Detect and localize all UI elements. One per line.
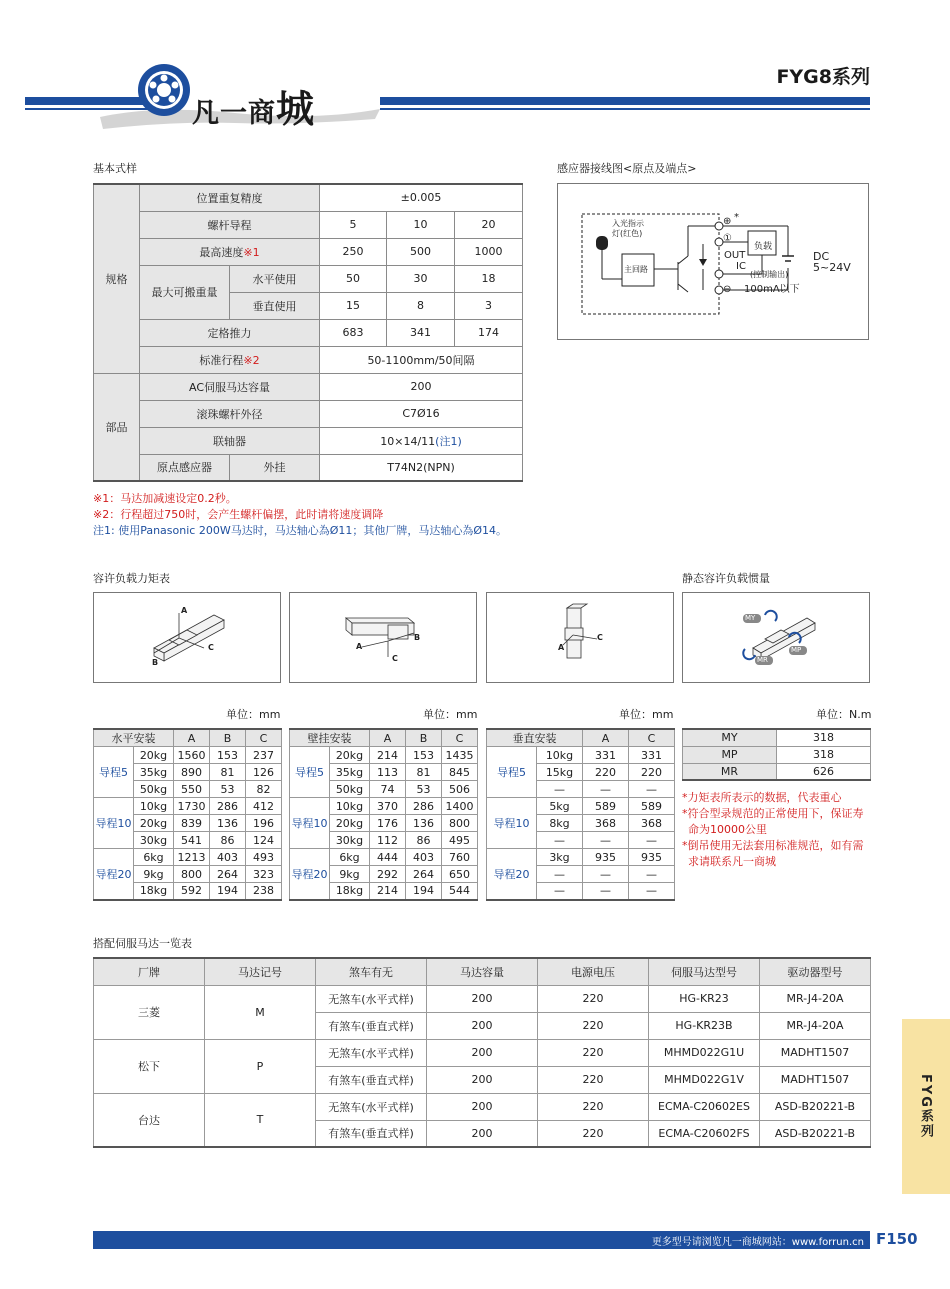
table-cell: 20kg (134, 815, 174, 832)
table-cell: 238 (246, 883, 282, 900)
side-tab-label: FYG系列 (918, 1074, 933, 1139)
table-cell: — (629, 781, 675, 798)
ball-screw-value: C7Ø16 (320, 400, 523, 427)
table-cell: 1730 (174, 798, 210, 815)
sensor-voltage: 5~24V (813, 261, 851, 274)
motor-cell: 200 (427, 1093, 538, 1120)
table-cell: 286 (406, 798, 442, 815)
axis-c-label: C (392, 654, 398, 663)
horizontal-mount-figure (93, 592, 281, 683)
max-speed-value: 1000 (455, 238, 523, 265)
max-speed-value: 500 (387, 238, 455, 265)
table-cell: — (537, 883, 583, 900)
sensor-diagram-title: 感应器接线图<原点及端点> (557, 162, 697, 175)
table-cell: 368 (629, 815, 675, 832)
header-line-right (380, 108, 870, 110)
screw-lead-value: 20 (455, 211, 523, 238)
screw-lead-label: 螺杆导程 (140, 211, 320, 238)
table-cell: 18kg (134, 883, 174, 900)
logo-bearing-icon (136, 62, 192, 118)
table-cell: 403 (210, 849, 246, 866)
lead-label: 导程10 (94, 798, 134, 849)
table-cell: 126 (246, 764, 282, 781)
table-cell: 81 (406, 764, 442, 781)
table-cell: 264 (210, 866, 246, 883)
motor-cell: 有煞车(垂直式样) (316, 1012, 427, 1039)
static-value: 626 (777, 763, 871, 780)
motor-cell: 200 (427, 1039, 538, 1066)
table-cell: 214 (370, 883, 406, 900)
motor-cell: 200 (427, 985, 538, 1012)
lead-label: 导程5 (487, 747, 537, 798)
table-cell: 9kg (330, 866, 370, 883)
table-cell: 5kg (537, 798, 583, 815)
sensor-light-label: 入光指示灯(红色) (612, 219, 644, 238)
motor-header: 驱动器型号 (760, 958, 871, 985)
table-cell: 1435 (442, 747, 478, 764)
table-cell: 50kg (134, 781, 174, 798)
unit-wall: 单位：mm (423, 708, 478, 721)
payload-horizontal-label: 水平使用 (230, 265, 320, 292)
table-cell: 592 (174, 883, 210, 900)
table-cell: 124 (246, 832, 282, 849)
motor-cell: 220 (538, 1066, 649, 1093)
sensor-out-label: OUT (724, 250, 746, 261)
origin-sensor-sub: 外挂 (230, 454, 320, 481)
repeat-accuracy-label: 位置重复精度 (140, 184, 320, 211)
table-cell: 30kg (134, 832, 174, 849)
motor-brand: 松下 (94, 1039, 205, 1093)
motor-header: 煞车有无 (316, 958, 427, 985)
motor-cell: ECMA-C20602ES (649, 1093, 760, 1120)
motor-cell: MR-J4-20A (760, 985, 871, 1012)
coupling-value: 10×14/11(注1) (320, 427, 523, 454)
label-mr: MR (757, 656, 768, 664)
table-header: 垂直安装 (487, 729, 583, 747)
table-cell: 3kg (537, 849, 583, 866)
table-cell: 50kg (330, 781, 370, 798)
footer-bar (93, 1231, 870, 1249)
table-cell: 153 (406, 747, 442, 764)
table-cell: — (537, 781, 583, 798)
origin-sensor-value: T74N2(NPN) (320, 454, 523, 481)
static-note-2: *符合型录规范的正常使用下，保证寿 (682, 807, 864, 820)
table-header: 壁挂安装 (290, 729, 370, 747)
motor-brand: 台达 (94, 1093, 205, 1147)
table-cell: — (537, 866, 583, 883)
logo-text: 凡一商城 (192, 87, 316, 131)
max-speed-label: 最高速度※1 (140, 238, 320, 265)
payload-vertical-label: 垂直使用 (230, 292, 320, 319)
origin-sensor-label: 原点感应器 (140, 454, 230, 481)
axis-c-label: C (208, 643, 214, 652)
static-load-title: 静态容许负载惯量 (682, 572, 770, 585)
static-note-4: *倒吊使用无法套用标准规范，如有需 (682, 839, 864, 852)
unit-vertical: 单位：mm (619, 708, 674, 721)
table-cell: 650 (442, 866, 478, 883)
motor-cell: 220 (538, 1012, 649, 1039)
table-cell: 82 (246, 781, 282, 798)
table-cell: 194 (406, 883, 442, 900)
motor-cell: MADHT1507 (760, 1039, 871, 1066)
table-header: 水平安装 (94, 729, 174, 747)
table-cell: — (537, 832, 583, 849)
table-cell: 890 (174, 764, 210, 781)
table-cell: 1213 (174, 849, 210, 866)
motor-cell: MHMD022G1V (649, 1066, 760, 1093)
motor-cell: 220 (538, 1093, 649, 1120)
motor-code: T (205, 1093, 316, 1147)
sensor-plus-terminal: ⊕ (723, 216, 732, 227)
table-cell: 935 (629, 849, 675, 866)
table-cell: 220 (583, 764, 629, 781)
axis-a-label: A (558, 643, 565, 652)
table-cell: 214 (370, 747, 406, 764)
motor-cell: HG-KR23B (649, 1012, 760, 1039)
payload-v-value: 15 (320, 292, 387, 319)
table-cell: — (629, 883, 675, 900)
static-label: MR (683, 763, 777, 780)
axis-a-label: A (181, 606, 188, 615)
axis-b-label: B (152, 658, 159, 667)
table-header: A (370, 729, 406, 747)
table-header: B (210, 729, 246, 747)
static-value: 318 (777, 729, 871, 746)
payload-v-value: 3 (455, 292, 523, 319)
table-cell: 331 (629, 747, 675, 764)
screw-lead-value: 5 (320, 211, 387, 238)
table-cell: 10kg (134, 798, 174, 815)
sensor-load-label: 负载 (754, 242, 773, 252)
table-cell: — (583, 866, 629, 883)
basic-spec-title: 基本式样 (93, 162, 137, 175)
table-cell: 412 (246, 798, 282, 815)
table-cell: 800 (174, 866, 210, 883)
table-cell: 589 (629, 798, 675, 815)
vertical-moment-table (486, 728, 675, 901)
static-value: 318 (777, 746, 871, 763)
table-cell: 220 (629, 764, 675, 781)
servo-capacity-value: 200 (320, 373, 523, 400)
vertical-actuator-drawing (487, 593, 673, 682)
vertical-mount-figure (486, 592, 674, 683)
static-note-5: 求请联系凡一商城 (688, 855, 776, 868)
table-cell: 9kg (134, 866, 174, 883)
table-cell: 444 (370, 849, 406, 866)
max-speed-value: 250 (320, 238, 387, 265)
table-cell: 370 (370, 798, 406, 815)
rated-thrust-value: 683 (320, 319, 387, 346)
page-number: F150 (876, 1230, 918, 1248)
table-cell: 589 (583, 798, 629, 815)
table-header: C (442, 729, 478, 747)
lead-label: 导程20 (94, 849, 134, 900)
sensor-one-terminal: ① (723, 233, 732, 244)
header-bar-right (380, 97, 870, 105)
motor-header: 伺服马达型号 (649, 958, 760, 985)
basic-spec-table (93, 183, 523, 482)
table-cell: 506 (442, 781, 478, 798)
group-parts-label: 部品 (94, 373, 140, 481)
table-cell: — (583, 883, 629, 900)
table-cell: 35kg (134, 764, 174, 781)
table-cell: — (629, 832, 675, 849)
table-cell: 136 (406, 815, 442, 832)
spec-note-3: 注1: 使用Panasonic 200W马达时，马达轴心為Ø11；其他厂牌，马达轴心為Ø14。 (93, 524, 508, 537)
static-note-1: *力矩表所表示的数据，代表重心 (682, 791, 842, 804)
wall-mount-figure (289, 592, 477, 683)
table-cell: 153 (210, 747, 246, 764)
table-cell: 493 (246, 849, 282, 866)
motor-cell: 无煞车(水平式样) (316, 1093, 427, 1120)
unit-horizontal: 单位：mm (226, 708, 281, 721)
table-cell: — (629, 866, 675, 883)
table-cell: 30kg (330, 832, 370, 849)
motor-cell: 有煞车(垂直式样) (316, 1120, 427, 1147)
table-cell: 196 (246, 815, 282, 832)
static-label: MP (683, 746, 777, 763)
axis-b-label: B (414, 633, 421, 642)
motor-cell: ECMA-C20602FS (649, 1120, 760, 1147)
motor-cell: MHMD022G1U (649, 1039, 760, 1066)
motor-code: P (205, 1039, 316, 1093)
table-cell: — (583, 832, 629, 849)
table-cell: 1400 (442, 798, 478, 815)
table-cell: 112 (370, 832, 406, 849)
table-cell: 6kg (134, 849, 174, 866)
motor-cell: 有煞车(垂直式样) (316, 1066, 427, 1093)
label-mp: MP (791, 646, 802, 654)
table-header: B (406, 729, 442, 747)
motor-header: 马达记号 (205, 958, 316, 985)
lead-label: 导程5 (94, 747, 134, 798)
table-cell: 18kg (330, 883, 370, 900)
lead-label: 导程10 (487, 798, 537, 849)
label-my: MY (745, 614, 756, 622)
table-cell: 760 (442, 849, 478, 866)
table-cell: 839 (174, 815, 210, 832)
motor-cell: 220 (538, 1039, 649, 1066)
table-header: C (629, 729, 675, 747)
motor-list-table (93, 957, 871, 1148)
table-cell: 331 (583, 747, 629, 764)
table-cell: 113 (370, 764, 406, 781)
motor-header: 厂牌 (94, 958, 205, 985)
motor-cell: 无煞车(水平式样) (316, 985, 427, 1012)
table-cell: 292 (370, 866, 406, 883)
table-cell: 8kg (537, 815, 583, 832)
table-cell: 74 (370, 781, 406, 798)
table-cell: 845 (442, 764, 478, 781)
motor-code: M (205, 985, 316, 1039)
lead-label: 导程10 (290, 798, 330, 849)
lead-label: 导程20 (290, 849, 330, 900)
motor-header: 马达容量 (427, 958, 538, 985)
sensor-diagram-box (557, 183, 869, 340)
table-cell: 15kg (537, 764, 583, 781)
table-header: A (174, 729, 210, 747)
sensor-minus-terminal: ⊖ (723, 284, 732, 295)
table-cell: 403 (406, 849, 442, 866)
sensor-current: 100mA以下 (744, 284, 800, 295)
table-cell: 53 (406, 781, 442, 798)
motor-cell: ASD-B20221-B (760, 1120, 871, 1147)
motor-cell: HG-KR23 (649, 985, 760, 1012)
table-cell: 86 (406, 832, 442, 849)
wall-actuator-drawing (290, 593, 476, 682)
ball-screw-label: 滚珠螺杆外径 (140, 400, 320, 427)
rated-thrust-value: 174 (455, 319, 523, 346)
table-cell: 20kg (134, 747, 174, 764)
payload-h-value: 18 (455, 265, 523, 292)
table-cell: 86 (210, 832, 246, 849)
sensor-ctrl-out: (控制输出) (750, 270, 789, 279)
table-cell: 264 (406, 866, 442, 883)
table-cell: 53 (210, 781, 246, 798)
motor-cell: 无煞车(水平式样) (316, 1039, 427, 1066)
sensor-star-mark: * (734, 212, 739, 223)
wall-moment-table (289, 728, 478, 901)
static-load-table (682, 728, 871, 781)
table-cell: 935 (583, 849, 629, 866)
table-cell: 6kg (330, 849, 370, 866)
sensor-dc-label: DC (813, 250, 830, 263)
moment-table-title: 容许负载力矩表 (93, 572, 170, 585)
table-cell: 136 (210, 815, 246, 832)
table-cell: 81 (210, 764, 246, 781)
table-cell: 194 (210, 883, 246, 900)
table-cell: 368 (583, 815, 629, 832)
motor-brand: 三菱 (94, 985, 205, 1039)
table-cell: 10kg (330, 798, 370, 815)
static-load-drawing (683, 593, 869, 682)
stroke-label: 标准行程※2 (140, 346, 320, 373)
table-cell: 35kg (330, 764, 370, 781)
table-cell: 176 (370, 815, 406, 832)
repeat-accuracy-value: ±0.005 (320, 184, 523, 211)
table-cell: 800 (442, 815, 478, 832)
motor-cell: MR-J4-20A (760, 1012, 871, 1039)
static-load-figure (682, 592, 870, 683)
table-cell: 541 (174, 832, 210, 849)
motor-cell: 220 (538, 1120, 649, 1147)
motor-cell: MADHT1507 (760, 1066, 871, 1093)
motor-cell: 200 (427, 1012, 538, 1039)
lead-label: 导程20 (487, 849, 537, 900)
table-cell: 286 (210, 798, 246, 815)
motor-cell: ASD-B20221-B (760, 1093, 871, 1120)
footer-website-link[interactable]: 更多型号请浏览凡一商城网站：www.forrun.cn (651, 1237, 864, 1248)
table-cell: 237 (246, 747, 282, 764)
series-side-tab[interactable] (902, 1019, 950, 1194)
table-cell: 20kg (330, 815, 370, 832)
table-cell: — (583, 781, 629, 798)
stroke-value: 50-1100mm/50间隔 (320, 346, 523, 373)
sensor-main-circuit: 主回路 (624, 265, 648, 274)
series-title: FYG8系列 (776, 66, 870, 88)
unit-static: 单位：N.m (816, 708, 872, 721)
axis-c-label: C (597, 633, 603, 642)
payload-v-value: 8 (387, 292, 455, 319)
table-cell: 495 (442, 832, 478, 849)
lead-label: 导程5 (290, 747, 330, 798)
spec-note-1: ※1：马达加减速设定0.2秒。 (93, 492, 237, 505)
table-header: A (583, 729, 629, 747)
spec-note-2: ※2：行程超过750时，会产生螺杆偏摆，此时请将速度调降 (93, 508, 384, 521)
table-cell: 1560 (174, 747, 210, 764)
motor-cell: 220 (538, 985, 649, 1012)
horizontal-moment-table (93, 728, 282, 901)
payload-h-value: 30 (387, 265, 455, 292)
motor-list-title: 搭配伺服马达一览表 (93, 937, 192, 950)
motor-cell: 200 (427, 1120, 538, 1147)
table-cell: 544 (442, 883, 478, 900)
table-header: C (246, 729, 282, 747)
coupling-label: 联轴器 (140, 427, 320, 454)
static-label: MY (683, 729, 777, 746)
table-cell: 323 (246, 866, 282, 883)
rated-thrust-value: 341 (387, 319, 455, 346)
table-cell: 20kg (330, 747, 370, 764)
static-note-3: 命为10000公里 (688, 823, 767, 836)
motor-header: 电源电压 (538, 958, 649, 985)
sensor-ic-label: IC (736, 261, 746, 272)
max-payload-label: 最大可搬重量 (140, 265, 230, 319)
group-spec-label: 规格 (94, 184, 140, 373)
motor-cell: 200 (427, 1066, 538, 1093)
screw-lead-value: 10 (387, 211, 455, 238)
payload-h-value: 50 (320, 265, 387, 292)
axis-a-label: A (356, 642, 363, 651)
table-cell: 10kg (537, 747, 583, 764)
rated-thrust-label: 定格推力 (140, 319, 320, 346)
servo-capacity-label: AC伺服马达容量 (140, 373, 320, 400)
table-cell: 550 (174, 781, 210, 798)
